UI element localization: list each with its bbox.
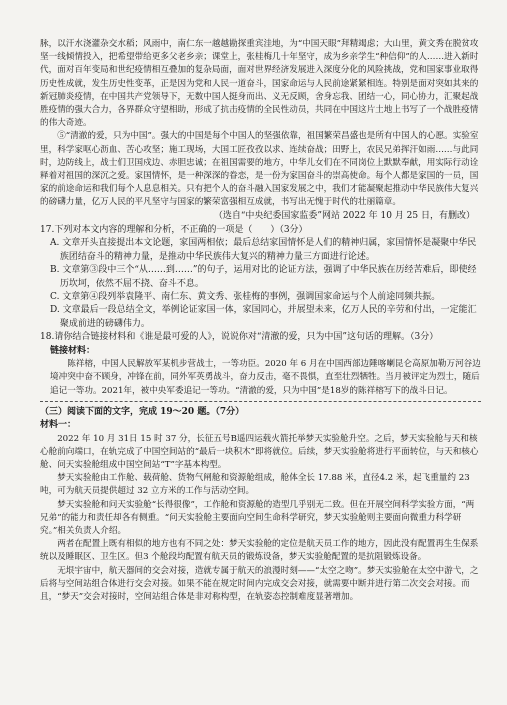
question-18 xyxy=(40,331,481,397)
option-c[interactable]: C. 文章第④段列举袁隆平、南仁东、黄文秀、张桂梅的事例，强调国家命运与个人前途同频共振。 xyxy=(50,292,441,303)
material-1-paragraph-1: 2022 年 10 月 31日 15 时 37 分，长征五号B遥四运载火箭托举梦天实验舱升空。之后，梦天实验舱与天和核心舱前向端口，在轨完成了中国空间站的“最后一块积木”即将就位。后续，梦天实验舱将进行平面转位，与天和核心舱、问天实验舱组成中国空间站“T”字基本构型。 xyxy=(40,433,479,470)
link-material-text: 陈祥榕，中国人民解放军某机步营战士，一等功臣。2020 年 6 月在中国西部边陲喀喇昆仑高原加勒万河谷边境冲突中奋不顾身，冲锋在前，同外军英勇战斗，奋力反击，毫不畏惧，直至壮烈牺牲。当月被评定为烈士，随后追记一等功。2021年，被中央军委追记一等功。“清澈的爱，只为中国”是18岁的陈祥榕写下的战斗日记。 xyxy=(50,359,481,396)
question-17 xyxy=(40,224,481,331)
material-1-label: 材料一： xyxy=(40,420,77,431)
option-a[interactable]: A. 文章开头直接提出本文论题，家国两相依；最后总结家国情怀是人们的精神归属，家国情怀是凝聚中华民族团结奋斗的精神力量，是推动中华民族伟大复兴的精神力量三方面进行论述。 xyxy=(50,238,477,262)
passage-paragraph-4: 脉，以汗水浇灌杂交水稻；风雨中，南仁东一越越勘探重宾洼地，为“中国天眼”拜精竭虑；大山里，黄文秀在脱贫攻坚一线倾情投入，把希望带给更多父老乡亲；课堂上，张桂梅几十年坚守，成为乡亲学生“种信仰”的人……进入新时代，面对百年变局和世纪疫情相互叠加的复杂局面，面对世界经济发展进入深度分化的风险挑战，党和国家事业取得历史性成就，发生历史性变革，正是因为党和人民一道奋斗，国家命运与人民前途紧紧相连。特别是面对突如其来的新冠肺炎疫情，在中国共产党领导下，无数中国人挺身而出、义无反顾，舍身忘我、团结一心，同心协力，汇聚起战胜疫情的强大合力，各界群众守望相助，形成了抗击疫情的全民性动员，共同在中国这片土地上书写了一个战胜疫情的伟大奇迹。 xyxy=(40,39,479,129)
option-d[interactable]: D. 文章最后一段总结全文，举例论证家国一体，家国同心，并展望未来，亿万人民的辛劳和付出，一定能汇聚成前进的磅礴伟力。 xyxy=(50,305,477,329)
material-1-paragraph-4: 两者在配置上既有相似的地方也有不同之处：梦天实验舱的定位是航天员工作的地方，因此没有配置再生生保系统以及睡眠区、卫生区。但3 个舱段均配置有航天员的锻炼设备，梦天实验舱配置的是抗阻锻炼设备。 xyxy=(40,539,479,563)
question-17-stem: 17.下列对本文内容的理解和分析，不正确的一项是（ ）（3分） xyxy=(40,225,308,236)
section-3 xyxy=(40,406,481,604)
material-1-paragraph-2: 梦天实验舱由工作舱、载荷舱、货物气闸舱和资源舱组成，舱体全长 17.88 米，直径4.2 米，起飞重量约 23 吨，可为航天员提供超过 32 立方米的工作与活动空间。 xyxy=(40,473,470,497)
passage-paragraph-5: ⑤“清澈的爱，只为中国”。强大的中国是每个中国人的坚强依靠，祖国繁荣昌盛也是所有中国人的心愿。实验室里，科学家呕心沥血、苦心攻坚；施工现场，大国工匠孜孜以求、连续奋战；田野上，农民兄弟挥汗如雨……与此同时，边防线上，战士们卫国戍边、赤胆忠诚；在祖国需要的地方，中华儿女们在不同岗位上默默奉献，用实际行动诠释着对祖国的深沉之爱。家国情怀，是一种深深的眷恋，是一份为家国奋斗的崇高使命。每个人都是家国的一员，国家的前途命运和我们每个人息息相关。只有把个人的奋斗融入国家发展之中，我们才能凝聚起推动中华民族伟大复兴的磅礴力量，亿万人民的平凡坚守与国家的繁荣富强相互成就，书写出无愧于时代的壮丽篇章。 xyxy=(40,131,479,208)
question-18-stem: 18.请你结合链接材料和《谁是最可爱的人》，说说你对“清澈的爱，只为中国”这句话的理解。（3分） xyxy=(40,332,439,343)
section-divider xyxy=(40,401,481,402)
link-material-label: 链接材料： xyxy=(50,345,96,356)
material-1-paragraph-5: 无垠宇宙中，航天器间的交会对接，造就专属于航天的浪漫时刻——“太空之吻”。梦天实验舱在太空中游弋，之后将与空间站组合体进行交会对接。如果不能在规定时间内完成交会对接，就需要中断并进行第二次交会对接。而且，“梦天”交会对接时，空间站组合体是非对称构型，在轨姿态控制难度显著增加。 xyxy=(40,565,479,602)
material-1-paragraph-3: 梦天实验舱和问天实验舱“长得很像”，工作舱和资源舱的造型几乎别无二致。但在开展空间科学实验方面，“两兄弟”的能力和责任却各有侧重。“问天实验舱主要面向空间生命科学研究，梦天实验舱则主要面向微重力科学研究。”相关负责人介绍。 xyxy=(40,499,475,536)
option-b[interactable]: B. 文章第③段中三个“从……到……”的句子，运用对比的论证方法，强调了中华民族在历经苦难后，即使经历坎坷，依然不屈不挠、奋斗不息。 xyxy=(50,265,477,289)
question-17-options xyxy=(40,237,481,331)
passage-source: （选自“中央纪委国家监委”网站 2022 年 10 月 25 日，有删改） xyxy=(213,210,475,221)
section-3-title: （三）阅读下面的文字，完成 19～20 题。（7分） xyxy=(40,406,245,417)
